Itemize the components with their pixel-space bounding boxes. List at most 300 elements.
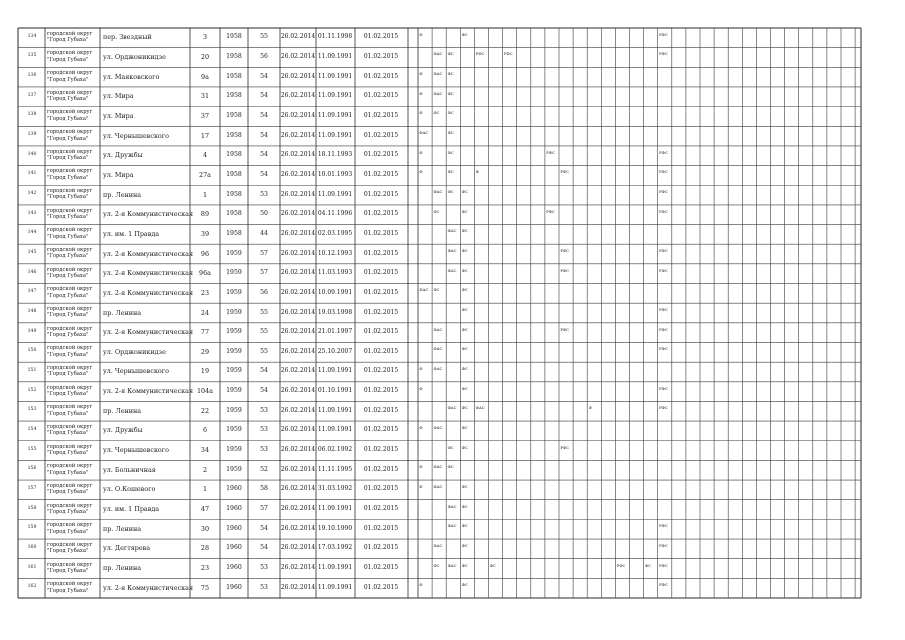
street-cell: ул. Дегтярева	[103, 544, 151, 553]
mark-cell: РФС	[546, 149, 555, 155]
street-cell: ул. О.Кошевого	[103, 485, 156, 494]
street-cell: пер. Звездный	[103, 33, 152, 42]
house-cell: 39	[200, 229, 210, 238]
street-cell: ул. Дружбы	[103, 426, 143, 435]
mark-cell: РФС	[659, 169, 668, 175]
survey-date-cell: 26.02.2014	[280, 583, 316, 591]
mark-cell: ФАС	[447, 503, 457, 509]
year-cell: 1958	[226, 33, 242, 41]
row-number: 149	[27, 328, 37, 334]
row-number: 157	[27, 485, 37, 491]
plan-date-cell: 01.02.2015	[363, 111, 399, 119]
street-cell: ул. 2-я Коммунистическая	[103, 328, 193, 337]
wear-cell: 54	[260, 131, 268, 139]
mark-cell: ФАС	[433, 71, 443, 77]
mark-cell: РФС	[659, 405, 668, 411]
row-number: 151	[27, 367, 37, 373]
mark-cell: РФС	[560, 248, 570, 254]
house-cell: 31	[200, 92, 210, 101]
mark-cell: ФАС	[433, 424, 443, 430]
mark-cell: ФС	[461, 542, 468, 548]
mark-cell: ФС	[461, 444, 468, 450]
house-cell: 77	[200, 328, 210, 337]
mark-cell: РФС	[659, 326, 668, 332]
survey-date-cell: 26.02.2014	[280, 190, 316, 198]
mark-cell: ФАС	[433, 346, 443, 352]
plan-date-cell: 01.02.2015	[363, 92, 399, 100]
mark-cell: ФС	[461, 365, 468, 371]
mark-cell: Ф	[419, 90, 423, 96]
row-number: 138	[27, 112, 37, 118]
row-number: 144	[27, 230, 37, 236]
street-cell: пр. Ленина	[103, 406, 142, 415]
mark-cell: ФС	[461, 31, 468, 37]
wear-cell: 54	[260, 367, 268, 375]
mark-cell: РФС	[659, 189, 668, 195]
mark-cell: Ф	[419, 365, 423, 371]
mark-cell: ФС	[461, 248, 468, 254]
owner-cell: городской округ "Город Губаха"	[47, 30, 93, 44]
survey-date-cell: 26.02.2014	[280, 210, 316, 218]
mark-cell: ФАС	[419, 287, 429, 293]
owner-cell: городской округ "Город Губаха"	[47, 129, 93, 142]
survey-date-cell: 26.02.2014	[280, 406, 316, 414]
row-number: 134	[27, 33, 37, 39]
mark-cell: ФС	[447, 90, 454, 96]
year-cell: 1959	[226, 308, 242, 316]
owner-cell: городской округ "Город Губаха"	[47, 561, 93, 574]
registration-date-cell: 25.10.2007	[317, 347, 353, 355]
wear-cell: 58	[260, 485, 268, 493]
row-number: 154	[27, 426, 37, 432]
mark-cell: ФС	[447, 110, 454, 116]
mark-cell: ФАС	[433, 90, 443, 96]
mark-cell: РФС	[659, 307, 668, 312]
plan-date-cell: 01.02.2015	[363, 485, 399, 493]
owner-cell: городской округ "Город Губаха"	[47, 423, 93, 437]
owner-cell: городской округ "Город Губаха"	[47, 247, 93, 260]
mark-cell: РФС	[659, 31, 668, 37]
year-cell: 1958	[226, 170, 242, 178]
owner-cell: городской округ "Город Губаха"	[47, 207, 93, 221]
house-cell: 3	[202, 33, 208, 42]
mark-cell: РФС	[659, 248, 668, 254]
mark-cell: РФС	[546, 208, 555, 214]
owner-cell: городской округ "Город Губаха"	[47, 522, 93, 535]
wear-cell: 55	[260, 328, 268, 336]
mark-cell: ФАС	[447, 267, 457, 273]
registration-date-cell: 11.09.1991	[317, 367, 353, 375]
mark-cell: Ф	[419, 483, 423, 489]
survey-date-cell: 26.02.2014	[280, 111, 316, 119]
wear-cell: 53	[260, 406, 268, 414]
owner-cell: городской округ "Город Губаха"	[47, 286, 93, 299]
street-cell: пр. Ленина	[103, 524, 142, 533]
plan-date-cell: 01.02.2015	[363, 72, 399, 80]
mark-cell: РФС	[659, 542, 668, 548]
mark-cell: ФС	[447, 464, 454, 470]
year-cell: 1959	[226, 347, 242, 355]
mark-cell: Ф	[419, 385, 423, 391]
mark-cell: Ф	[419, 71, 423, 77]
row-number: 161	[27, 564, 37, 570]
wear-cell: 53	[260, 564, 268, 572]
mark-cell: РФС	[560, 267, 570, 273]
street-cell: ул. Чернышевского	[103, 131, 169, 140]
house-cell: 96а	[199, 269, 211, 278]
house-cell: 89	[200, 210, 210, 219]
wear-cell: 54	[260, 544, 268, 552]
row-number: 162	[27, 584, 37, 590]
street-cell: ул. Дружбы	[103, 151, 143, 160]
mark-cell: Ф	[419, 31, 423, 37]
survey-date-cell: 26.02.2014	[280, 485, 316, 493]
registration-date-cell: 21.01.1997	[317, 328, 353, 336]
house-cell: 104а	[196, 387, 213, 396]
registration-date-cell: 01.11.1998	[317, 33, 353, 41]
owner-cell: городской округ "Город Губаха"	[47, 50, 93, 63]
mark-cell: Ф	[419, 424, 423, 430]
mark-cell: ФС	[433, 110, 440, 116]
year-cell: 1958	[226, 190, 242, 198]
year-cell: 1960	[226, 524, 242, 532]
mark-cell: РФС	[659, 149, 668, 155]
wear-cell: 54	[260, 387, 268, 395]
street-cell: ул. Мира	[103, 111, 134, 120]
survey-date-cell: 26.02.2014	[280, 387, 316, 395]
owner-cell: городской округ "Город Губаха"	[47, 89, 93, 103]
owner-cell: городской округ "Город Губаха"	[47, 482, 93, 496]
mark-cell: ФС	[461, 405, 468, 411]
registration-date-cell: 10.12.1993	[317, 249, 353, 257]
plan-date-cell: 01.02.2015	[363, 465, 399, 473]
row-number: 158	[27, 505, 37, 511]
year-cell: 1958	[226, 111, 242, 119]
house-cell: 1	[202, 190, 208, 199]
registration-date-cell: 11.03.1993	[317, 269, 353, 277]
owner-cell: городской округ "Город Губаха"	[47, 109, 93, 122]
survey-date-cell: 26.02.2014	[280, 92, 316, 100]
row-number: 146	[27, 269, 37, 275]
house-cell: 37	[200, 111, 210, 120]
owner-cell: городской округ "Город Губаха"	[47, 227, 93, 240]
mark-cell: РФС	[659, 562, 668, 568]
mark-cell: РФС	[659, 208, 668, 214]
plan-date-cell: 01.02.2015	[363, 446, 399, 454]
mark-cell: ФАС	[433, 365, 443, 371]
mark-cell: Ф	[419, 582, 423, 588]
wear-cell: 56	[260, 288, 268, 296]
mark-cell: Ф	[475, 169, 479, 175]
registration-date-cell: 06.02.1992	[317, 446, 353, 454]
wear-cell: 54	[260, 524, 268, 532]
mark-cell: ФС	[461, 307, 468, 312]
plan-date-cell: 01.02.2015	[363, 505, 399, 513]
survey-date-cell: 26.02.2014	[280, 308, 316, 316]
row-number: 140	[27, 151, 37, 157]
registration-date-cell: 11.09.1991	[317, 583, 353, 591]
mark-cell: РФС	[659, 385, 668, 391]
owner-cell: городской округ "Город Губаха"	[47, 364, 93, 378]
mark-cell: ФС	[461, 287, 468, 293]
registration-date-cell: 11.09.1991	[317, 92, 353, 100]
registration-date-cell: 11.11.1995	[317, 465, 353, 473]
house-cell: 19	[200, 367, 210, 376]
registration-date-cell: 11.09.1991	[317, 52, 353, 60]
house-cell: 23	[200, 564, 210, 573]
street-cell: ул. 2-я Коммунистическая	[103, 210, 193, 219]
street-cell: ул. Маяковского	[103, 72, 160, 81]
mark-cell: ФС	[433, 287, 440, 293]
wear-cell: 54	[260, 111, 268, 119]
mark-cell: Ф	[419, 169, 423, 175]
registration-date-cell: 11.09.1991	[317, 406, 353, 414]
owner-cell: городской округ "Город Губаха"	[47, 345, 93, 358]
year-cell: 1958	[226, 131, 242, 139]
year-cell: 1959	[226, 446, 242, 454]
registration-date-cell: 11.09.1991	[317, 111, 353, 119]
mark-cell: Ф	[419, 464, 423, 470]
owner-cell: городской округ "Город Губаха"	[47, 384, 93, 398]
plan-date-cell: 01.02.2015	[363, 249, 399, 257]
mark-cell: Ф	[419, 110, 423, 116]
mark-cell: ФС	[645, 562, 652, 568]
mark-cell: ФС	[433, 562, 440, 568]
year-cell: 1958	[226, 151, 242, 159]
wear-cell: 57	[260, 249, 268, 257]
year-cell: 1960	[226, 583, 242, 591]
plan-date-cell: 01.02.2015	[363, 288, 399, 296]
wear-cell: 57	[260, 269, 268, 277]
street-cell: ул. 2-я Коммунистическая	[103, 387, 193, 396]
registration-date-cell: 11.09.1991	[317, 72, 353, 80]
street-cell: ул. Орджоникидзе	[103, 52, 166, 61]
house-cell: 22	[200, 406, 210, 415]
owner-cell: городской округ "Город Губаха"	[47, 502, 93, 515]
street-cell: пр. Ленина	[103, 564, 142, 573]
year-cell: 1960	[226, 564, 242, 572]
mark-cell: ФС	[447, 130, 454, 136]
plan-date-cell: 01.02.2015	[363, 347, 399, 355]
row-number: 147	[27, 289, 37, 295]
mark-cell: ФС	[461, 503, 468, 509]
row-number: 153	[27, 407, 37, 413]
house-cell: 96	[200, 249, 210, 258]
registration-date-cell: 19.10.1990	[317, 524, 353, 532]
year-cell: 1958	[226, 229, 242, 237]
mark-cell: ФС	[461, 189, 468, 195]
house-cell: 27а	[199, 170, 211, 179]
year-cell: 1960	[226, 544, 242, 552]
survey-date-cell: 26.02.2014	[280, 564, 316, 572]
plan-date-cell: 01.02.2015	[363, 524, 399, 532]
street-cell: ул. Больничная	[103, 465, 156, 474]
wear-cell: 53	[260, 190, 268, 198]
registration-date-cell: 01.10.1991	[317, 387, 353, 395]
owner-cell: городской округ "Город Губаха"	[47, 168, 93, 181]
registration-date-cell: 17.03.1992	[317, 544, 353, 552]
house-cell: 28	[200, 544, 210, 553]
survey-date-cell: 26.02.2014	[280, 72, 316, 80]
street-cell: ул. 2-я Коммунистическая	[103, 249, 193, 258]
registration-date-cell: 11.09.1991	[317, 564, 353, 572]
survey-date-cell: 26.02.2014	[280, 505, 316, 513]
street-cell: ул. им. 1 Правда	[103, 229, 160, 238]
street-cell: пр. Ленина	[103, 190, 142, 199]
plan-date-cell: 01.02.2015	[363, 210, 399, 218]
registration-date-cell: 04.11.1996	[317, 210, 353, 218]
house-cell: 30	[200, 524, 210, 533]
mark-cell: ФС	[447, 71, 454, 77]
owner-cell: городской округ "Город Губаха"	[47, 148, 93, 162]
house-cell: 34	[200, 446, 210, 455]
house-cell: 17	[200, 131, 210, 140]
street-cell: ул. Чернышевского	[103, 367, 169, 376]
wear-cell: 52	[260, 465, 268, 473]
mark-cell: ФС	[461, 385, 468, 391]
mark-cell: РФС	[659, 582, 668, 588]
row-number: 148	[27, 309, 37, 314]
house-cell: 24	[200, 308, 210, 317]
mark-cell: Ф	[588, 405, 592, 411]
registration-date-cell: 10.09.1991	[317, 288, 353, 296]
mark-cell: ФАС	[419, 130, 429, 136]
year-cell: 1958	[226, 72, 242, 80]
owner-cell: городской округ "Город Губаха"	[47, 404, 93, 417]
mark-cell: ФС	[447, 149, 454, 155]
mark-cell: РФС	[616, 562, 626, 568]
mark-cell: ФС	[461, 424, 468, 430]
mark-cell: ФС	[461, 346, 468, 352]
row-number: 135	[27, 53, 37, 59]
plan-date-cell: 01.02.2015	[363, 33, 399, 41]
mark-cell: ФАС	[433, 326, 443, 332]
mark-cell: ФС	[461, 267, 468, 273]
wear-cell: 54	[260, 170, 268, 178]
house-cell: 2	[202, 465, 208, 474]
plan-date-cell: 01.02.2015	[363, 229, 399, 237]
house-cell: 6	[202, 426, 208, 435]
year-cell: 1959	[226, 367, 242, 375]
row-number: 142	[27, 191, 37, 197]
survey-date-cell: 26.02.2014	[280, 52, 316, 60]
survey-date-cell: 26.02.2014	[280, 151, 316, 159]
house-cell: 9а	[201, 72, 209, 81]
row-number: 139	[27, 132, 37, 138]
plan-date-cell: 01.02.2015	[363, 131, 399, 139]
survey-date-cell: 26.02.2014	[280, 288, 316, 296]
mark-cell: ФС	[461, 582, 468, 588]
mark-cell: ФАС	[433, 51, 443, 57]
wear-cell: 50	[260, 210, 268, 218]
row-number: 137	[27, 92, 37, 98]
survey-date-cell: 26.02.2014	[280, 170, 316, 178]
plan-date-cell: 01.02.2015	[363, 190, 399, 198]
row-number: 141	[27, 171, 37, 177]
owner-cell: городской округ "Город Губаха"	[47, 70, 93, 83]
survey-date-cell: 26.02.2014	[280, 33, 316, 41]
street-cell: пр. Ленина	[103, 308, 142, 317]
wear-cell: 55	[260, 347, 268, 355]
plan-date-cell: 01.02.2015	[363, 328, 399, 336]
owner-cell: городской округ "Город Губаха"	[47, 581, 93, 594]
year-cell: 1959	[226, 387, 242, 395]
mark-cell: ФС	[461, 523, 468, 529]
mark-cell: ФС	[447, 51, 454, 57]
mark-cell: ФС	[489, 562, 496, 568]
mark-cell: ФАС	[433, 542, 443, 548]
wear-cell: 53	[260, 583, 268, 591]
registration-date-cell: 11.09.1991	[317, 505, 353, 513]
house-cell: 20	[200, 52, 210, 61]
row-number: 136	[27, 73, 37, 79]
owner-cell: городской округ "Город Губаха"	[47, 306, 93, 319]
mark-cell: ФС	[447, 189, 454, 195]
mark-cell: ФАС	[475, 405, 485, 411]
plan-date-cell: 01.02.2015	[363, 426, 399, 434]
year-cell: 1958	[226, 92, 242, 100]
mark-cell: ФАС	[433, 189, 443, 195]
survey-date-cell: 26.02.2014	[280, 249, 316, 257]
row-number: 143	[27, 210, 37, 216]
plan-date-cell: 01.02.2015	[363, 583, 399, 591]
wear-cell: 54	[260, 92, 268, 100]
row-number: 145	[27, 250, 37, 256]
street-cell: ул. Орджоникидзе	[103, 347, 166, 356]
row-number: 152	[27, 387, 37, 393]
year-cell: 1958	[226, 210, 242, 218]
row-number: 156	[27, 466, 37, 472]
mark-cell: РФС	[504, 51, 513, 57]
owner-cell: городской округ "Город Губаха"	[47, 325, 93, 339]
registration-date-cell: 11.09.1991	[317, 190, 353, 198]
mark-cell: ФАС	[447, 523, 457, 529]
wear-cell: 53	[260, 426, 268, 434]
mark-cell: ФС	[461, 483, 468, 489]
survey-date-cell: 26.02.2014	[280, 524, 316, 532]
year-cell: 1959	[226, 426, 242, 434]
survey-date-cell: 26.02.2014	[280, 347, 316, 355]
plan-date-cell: 01.02.2015	[363, 406, 399, 414]
year-cell: 1958	[226, 52, 242, 60]
mark-cell: ФС	[461, 228, 468, 234]
plan-date-cell: 01.02.2015	[363, 544, 399, 552]
survey-date-cell: 26.02.2014	[280, 229, 316, 237]
plan-date-cell: 01.02.2015	[363, 308, 399, 316]
plan-date-cell: 01.02.2015	[363, 269, 399, 277]
street-cell: ул. 2-я Коммунистическая	[103, 269, 193, 278]
survey-date-cell: 26.02.2014	[280, 367, 316, 375]
mark-cell: ФС	[447, 169, 454, 175]
year-cell: 1959	[226, 288, 242, 296]
row-number: 160	[27, 544, 37, 550]
mark-cell: ФС	[461, 208, 468, 214]
year-cell: 1960	[226, 485, 242, 493]
survey-date-cell: 26.02.2014	[280, 426, 316, 434]
mark-cell: РФС	[659, 523, 668, 529]
owner-cell: городской округ "Город Губаха"	[47, 443, 93, 456]
street-cell: ул. им. 1 Правда	[103, 505, 160, 514]
registration-date-cell: 18.11.1993	[317, 151, 353, 159]
mark-cell: РФС	[560, 326, 570, 332]
mark-cell: ФАС	[447, 405, 457, 411]
survey-date-cell: 26.02.2014	[280, 269, 316, 277]
mark-cell: ФАС	[433, 483, 443, 489]
wear-cell: 55	[260, 308, 268, 316]
row-number: 150	[27, 348, 37, 354]
house-cell: 23	[200, 288, 210, 297]
house-cell: 47	[200, 505, 210, 514]
